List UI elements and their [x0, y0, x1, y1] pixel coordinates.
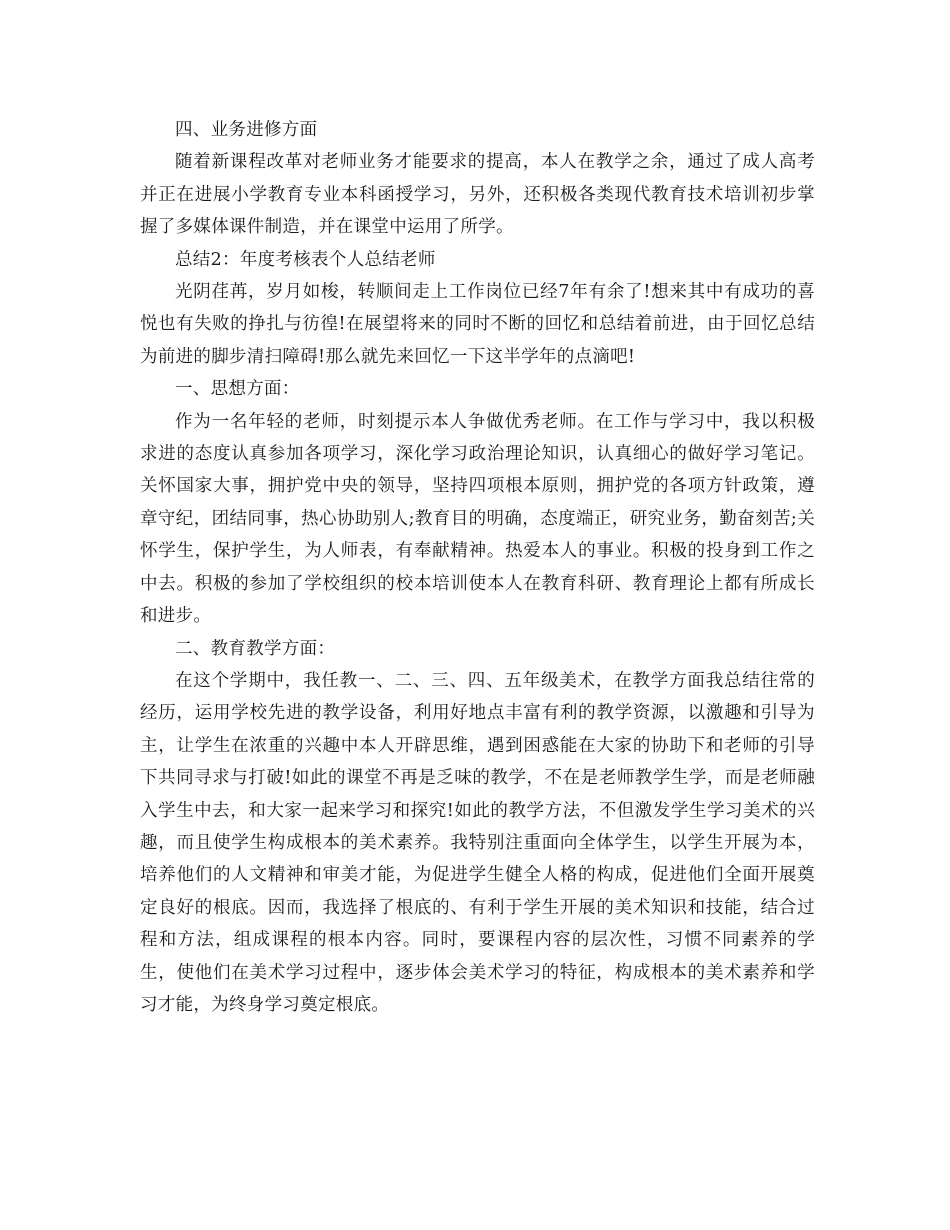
section-heading: 总结2：年度考核表个人总结老师 — [175, 249, 436, 270]
body-paragraph: 作为一名年轻的老师，时刻提示本人争做优秀老师。在工作与学习中，我以积极求进的态度认真参加各项学习，深化学习政治理论知识，认真细心的做好学习笔记。关怀国家大事，拥护党中央的领导，坚持四项根本原则，拥护党的各项方针政策，遵章守纪，团结同事，热心协助别人;教育目的明确，态度端正，研究业务，勤奋刻苦;关怀学生，保护学生，为人师表，有奉献精神。热爱本人的事业。积极的投身到工作之中去。积极的参加了学校组织的校本培训使本人在教育科研、教育理论上都有所成长和进步。 — [140, 411, 815, 627]
body-paragraph: 随着新课程改革对老师业务才能要求的提高，本人在教学之余，通过了成人高考并正在进展小学教育专业本科函授学习，另外，还积极各类现代教育技术培训初步掌握了多媒体课件制造，并在课堂中运用了所学。 — [140, 152, 815, 238]
section-heading: 一、思想方面： — [175, 379, 300, 400]
section-heading: 四、业务进修方面 — [175, 120, 318, 140]
body-paragraph: 在这个学期中，我任教一、二、三、四、五年级美术，在教学方面我总结往常的经历，运用学校先进的教学设备，利用好地点丰富有利的教学资源，以激趣和引导为主，让学生在浓重的兴趣中本人开辟思维，遇到困惑能在大家的协助下和老师的引导下共同寻求与打破!如此的课堂不再是乏味的教学，不在是老师教学生学，而是老师融入学生中去，和大家一起来学习和探究!如此的教学方法，不但激发学生学习美术的兴趣，而且使学生构成根本的美术素养。我特别注重面向全体学生，以学生开展为本，培养他们的人文精神和审美才能，为促进学生健全人格的构成，促进他们全面开展奠定良好的根底。因而，我选择了根底的、有利于学生开展的美术知识和技能，结合过程和方法，组成课程的根本内容。同时，要课程内容的层次性，习惯不同素养的学生，使他们在美术学习过程中，逐步体会美术学习的特征，构成根本的美术素养和学习才能，为终身学习奠定根底。 — [140, 670, 815, 1015]
section-heading: 二、教育教学方面： — [175, 638, 336, 659]
body-paragraph: 光阴荏苒，岁月如梭，转顺间走上工作岗位已经7年有余了!想来其中有成功的喜悦也有失败的挣扎与彷徨!在展望将来的同时不断的回忆和总结着前进，由于回忆总结为前进的脚步清扫障碍!那么就先来回忆一下这半学年的点滴吧! — [140, 282, 815, 367]
document-body — [140, 114, 815, 1021]
